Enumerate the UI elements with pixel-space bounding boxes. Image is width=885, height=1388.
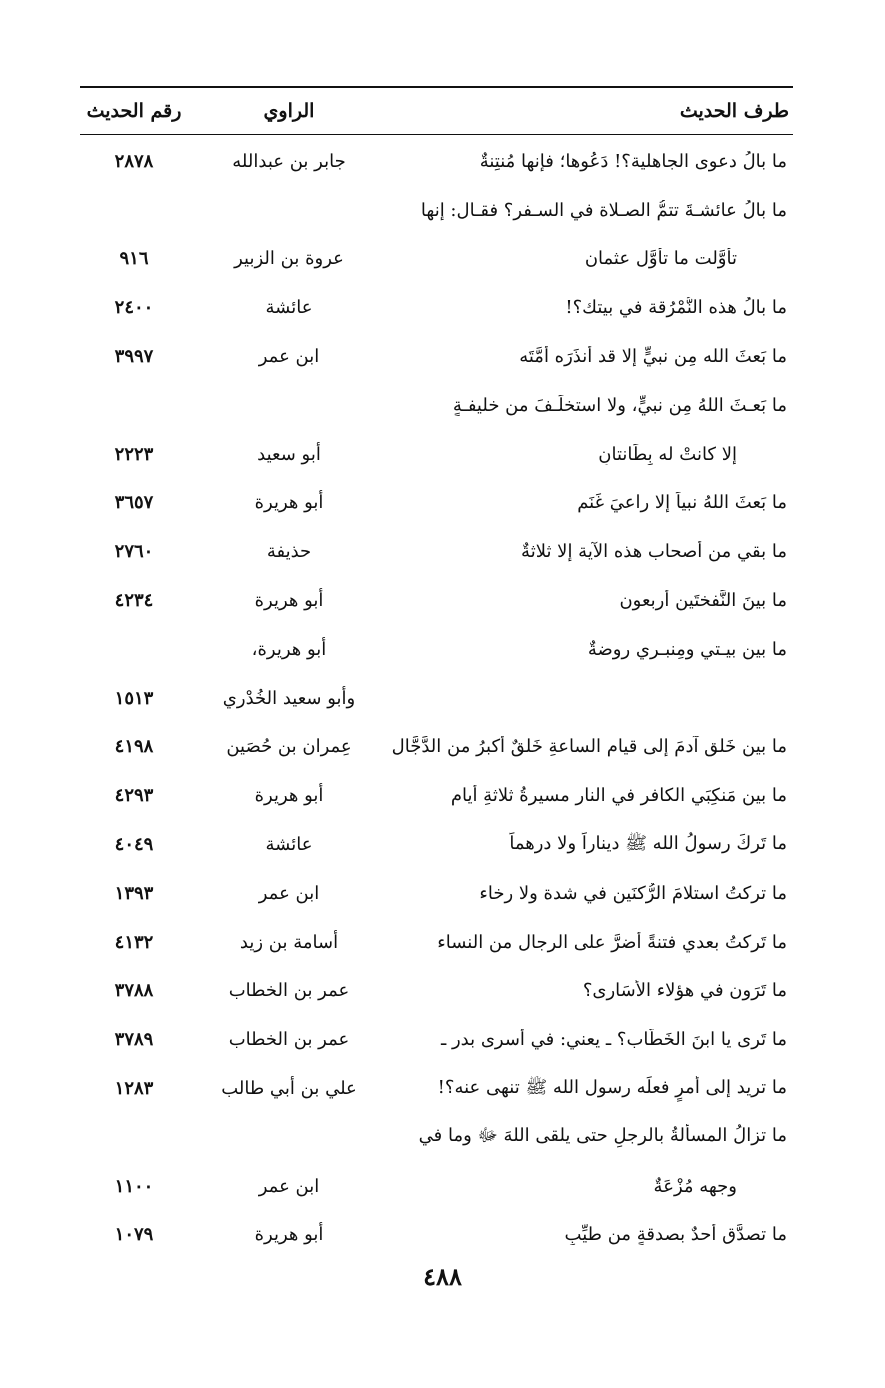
table-row bbox=[80, 576, 793, 625]
hadith-number: ٩١٦ bbox=[119, 248, 149, 270]
narrator: أبو هريرة، bbox=[251, 638, 327, 660]
hadith-number: ١٠٧٩ bbox=[114, 1224, 154, 1246]
table-row bbox=[80, 820, 793, 869]
table-row bbox=[80, 430, 793, 479]
hadith-text: ما بقي من أصحاب هذه الآية إلا ثلاثةٌ bbox=[521, 541, 787, 563]
header-hadith-number: رقم الحديث bbox=[86, 100, 182, 122]
hadith-number: ٤٠٤٩ bbox=[114, 834, 154, 856]
hadith-text: ما بَعثَ اللهُ نبياً إلا راعيَ غَنَمٍ bbox=[577, 492, 787, 514]
table-row bbox=[80, 1211, 793, 1260]
table-row bbox=[80, 771, 793, 820]
table-row bbox=[80, 674, 793, 723]
narrator: عِمران بن حُصَين bbox=[226, 736, 352, 758]
hadith-text: ما تَرَون في هؤلاء الأُسَارى؟ bbox=[582, 980, 787, 1002]
narrator: أبو هريرة bbox=[254, 590, 324, 612]
table-row bbox=[80, 283, 793, 332]
hadith-index-table bbox=[80, 135, 793, 1259]
narrator: أبو سعيد bbox=[257, 443, 321, 465]
hadith-text: ما تَرى يا ابنَ الخَطَّاب؟ ـ يعني: في أسرى بدر ـ bbox=[440, 1029, 787, 1051]
narrator: وأبو سعيد الخُدْري bbox=[222, 687, 356, 709]
narrator: أسامة بن زيد bbox=[239, 931, 339, 953]
header-hadith-text: طرف الحديث bbox=[679, 100, 789, 122]
hadith-text: ما تَركتُ بعدي فتنةً أضرَّ على الرجال من النساء bbox=[437, 931, 787, 953]
hadith-text: ما بينَ النَّفختَين أربعون bbox=[619, 590, 787, 612]
table-row bbox=[80, 186, 793, 235]
narrator: ابن عمر bbox=[258, 1175, 320, 1197]
hadith-text: تأوَّلت ما تأوَّل عثمان bbox=[584, 248, 737, 270]
hadith-text: ما بالُ عائشـةَ تتمُّ الصـلاة في السـفر؟ فقـال: إنها bbox=[420, 199, 787, 221]
table-row bbox=[80, 625, 793, 674]
table-row bbox=[80, 723, 793, 772]
hadith-number: ١٣٩٣ bbox=[114, 882, 154, 904]
hadith-text: ما بَعـثَ اللهُ مِن نبيٍّ، ولا استخلَـفَ من خليفـةٍ bbox=[452, 394, 787, 416]
hadith-number: ٣٧٨٨ bbox=[114, 980, 154, 1002]
hadith-text: ما تركتُ استلامَ الرُّكنَين في شدة ولا رخاء bbox=[479, 882, 787, 904]
hadith-number: ٤٢٩٣ bbox=[114, 785, 154, 807]
hadith-number: ٤٢٣٤ bbox=[114, 590, 154, 612]
header-narrator: الراوي bbox=[263, 100, 315, 122]
narrator: علي بن أبي طالب bbox=[221, 1078, 357, 1100]
narrator: عائشة bbox=[265, 834, 313, 856]
table-row bbox=[80, 235, 793, 284]
hadith-number: ٣٧٨٩ bbox=[114, 1029, 154, 1051]
hadith-number: ٢٢٢٣ bbox=[114, 443, 154, 465]
table-row bbox=[80, 479, 793, 528]
table-row bbox=[80, 918, 793, 967]
table-row bbox=[80, 332, 793, 381]
table-row bbox=[80, 1113, 793, 1162]
narrator: عمر بن الخطاب bbox=[228, 980, 350, 1002]
narrator: عروة بن الزبير bbox=[234, 248, 344, 270]
hadith-number: ٢٧٦٠ bbox=[114, 541, 154, 563]
hadith-text: ما تريد إلى أمرٍ فعلَه رسول الله ﷺ تنهى عنه؟! bbox=[437, 1076, 787, 1098]
table-row bbox=[80, 1162, 793, 1211]
narrator: ابن عمر bbox=[258, 882, 320, 904]
hadith-number: ١٥١٣ bbox=[114, 687, 154, 709]
narrator: عمر بن الخطاب bbox=[228, 1029, 350, 1051]
hadith-number: ١١٠٠ bbox=[114, 1175, 154, 1197]
table-row bbox=[80, 381, 793, 430]
table-row bbox=[80, 869, 793, 918]
narrator: حذيفة bbox=[266, 541, 312, 563]
hadith-text: ما بين مَنكِبَي الكافرِ في النارِ مسيرةُ ثلاثةِ أيامٍ bbox=[450, 785, 787, 807]
hadith-text: وجهه مُزْعَةٌ bbox=[653, 1175, 737, 1197]
index-page bbox=[80, 86, 793, 1259]
hadith-text: ما تصدَّق أحدٌ بصدقةٍ من طيِّبٍ bbox=[564, 1224, 787, 1246]
hadith-text: ما بالُ دعوى الجاهلية؟! دَعُوها؛ فإنها مُنتِنةٌ bbox=[479, 150, 787, 172]
narrator: أبو هريرة bbox=[254, 785, 324, 807]
hadith-number: ٣٦٥٧ bbox=[114, 492, 154, 514]
narrator: أبو هريرة bbox=[254, 492, 324, 514]
hadith-text: ما بَعثَ الله مِن نبيٍّ إلا قد أَنذَرَه أُمَّتَه bbox=[519, 346, 787, 368]
hadith-text: ما بين خَلقِ آدمَ إلى قيامِ الساعةِ خَلقٌ أكبرُ من الدَّجَّال bbox=[391, 736, 787, 758]
table-row bbox=[80, 1015, 793, 1064]
hadith-number: ٤١٩٨ bbox=[114, 736, 154, 758]
hadith-number: ٣٩٩٧ bbox=[114, 346, 154, 368]
hadith-number: ٢٤٠٠ bbox=[114, 297, 154, 319]
hadith-number: ١٢٨٣ bbox=[114, 1078, 154, 1100]
hadith-text: ما تَركَ رسولُ الله ﷺ ديناراً ولا درهماً bbox=[509, 832, 787, 854]
narrator: ابن عمر bbox=[258, 346, 320, 368]
page-number: ٤٨٨ bbox=[423, 1262, 462, 1291]
hadith-text: ما بين بيـتي ومِنبـري روضةٌ bbox=[587, 638, 787, 660]
hadith-text: إلا كانتْ له بِطَانتانِ bbox=[598, 443, 737, 465]
hadith-text: ما بالُ هذه النُّمْرُقة في بيتك؟! bbox=[565, 297, 787, 319]
table-row bbox=[80, 527, 793, 576]
narrator: عائشة bbox=[265, 297, 313, 319]
hadith-number: ٤١٣٢ bbox=[114, 931, 154, 953]
table-header bbox=[80, 88, 793, 134]
narrator: أبو هريرة bbox=[254, 1224, 324, 1246]
narrator: جابر بن عبدالله bbox=[232, 150, 346, 172]
table-row bbox=[80, 137, 793, 186]
table-row bbox=[80, 967, 793, 1016]
table-row bbox=[80, 1064, 793, 1113]
hadith-text: ما تزالُ المسألةُ بالرجلِ حتى يلقى اللهَ ﷻ وما في bbox=[418, 1125, 787, 1147]
hadith-number: ٢٨٧٨ bbox=[114, 150, 154, 172]
